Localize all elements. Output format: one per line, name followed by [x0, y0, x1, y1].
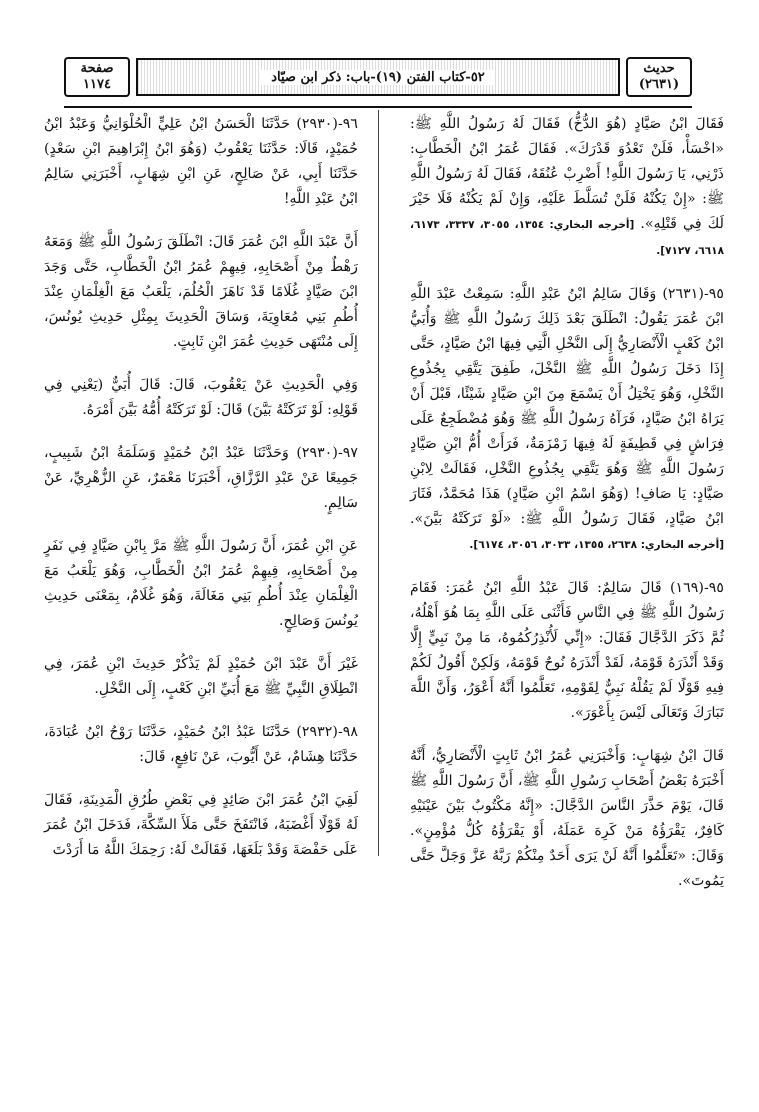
- right-column: [410, 112, 724, 912]
- paragraph: ٩٥-(١٦٩) قَالَ سَالِمٌ: قَالَ عَبْدُ اللَّهِ ابْنُ عُمَرَ: فَقَامَ رَسُولُ اللَّهِ ﷺ فِي النَّاسِ فَأَثْنَى عَلَى اللَّهِ بِمَا هُوَ أَهْلُهُ، ثُمَّ ذَكَرَ الدَّجَّالَ فَقَالَ: «إِنِّي لَأُنْذِرُكُمُوهُ، مَا مِنْ نَبِيٍّ إِلَّا وَقَدْ أَنْذَرَهُ قَوْمَهُ، لَقَدْ أَنْذَرَهُ نُوحٌ قَوْمَهُ، وَلَكِنْ أَقُولُ لَكُمْ فِيهِ قَوْلًا لَمْ يَقُلْهُ نَبِيٌّ لِقَوْمِهِ، تَعَلَّمُوا أَنَّهُ أَعْوَرُ، وَأَنَّ اللَّهَ تَبَارَكَ وَتَعَالَى لَيْسَ بِأَعْوَرَ».: [410, 580, 724, 721]
- paragraph: أَنَّ عَبْدَ اللَّهِ ابْنَ عُمَرَ قَالَ: انْطَلَقَ رَسُولُ اللَّهِ ﷺ وَمَعَهُ رَهْطٌ مِنْ أَصْحَابِهِ، فِيهِمْ عُمَرُ ابْنُ الْخَطَّابِ، حَتَّى وَجَدَ ابْنَ صَيَّادٍ غُلَامًا قَدْ نَاهَزَ الْحُلُمَ، يَلْعَبُ مَعَ الْغِلْمَانِ عِنْدَ أُطُمِ بَنِي مُعَاوِيَةَ، وَسَاقَ الْحَدِيثَ بِمِثْلِ حَدِيثِ يُونُسَ، إِلَى مُنْتَهَى حَدِيثِ عُمَرَ ابْنِ ثَابِتٍ.: [44, 234, 358, 350]
- book-page: [24, 8, 736, 1104]
- header-rule: [64, 106, 692, 108]
- page-number-box: [64, 57, 130, 97]
- paragraph: ٩٥-(٢٦٣١) وَقَالَ سَالِمُ ابْنُ عَبْدِ اللَّهِ: سَمِعْتُ عَبْدَ اللَّهِ ابْنَ عُمَرَ يَقُولُ: انْطَلَقَ بَعْدَ ذَلِكَ رَسُولُ اللَّهِ ﷺ وَأُبَيُّ ابْنُ كَعْبٍ الْأَنْصَارِيُّ إِلَى النَّخْلِ الَّتِي فِيهَا ابْنُ صَيَّادٍ، حَتَّى إِذَا دَخَلَ رَسُولُ اللَّهِ ﷺ النَّخْلَ، طَفِقَ يَتَّقِي بِجُذُوعِ النَّخْلِ، وَهُوَ يَخْتِلُ أَنْ يَسْمَعَ مِنَ ابْنِ صَيَّادٍ شَيْئًا، قَبْلَ أَنْ يَرَاهُ ابْنُ صَيَّادٍ، فَرَآهُ رَسُولُ اللَّهِ ﷺ وَهُوَ مُضْطَجِعٌ عَلَى فِرَاشٍ فِي قَطِيفَةٍ لَهُ فِيهَا زَمْزَمَةٌ، فَرَأَتْ أُمُّ ابْنِ صَيَّادٍ رَسُولَ اللَّهِ ﷺ وَهُوَ يَتَّقِي بِجُذُوعِ النَّخْلِ، فَقَالَتْ لِابْنِ صَيَّادٍ: يَا صَافِ! (وَهُوَ اسْمُ ابْنِ صَيَّادٍ) هَذَا مُحَمَّدٌ، فَثَارَ ابْنُ صَيَّادٍ، فَقَالَ رَسُولُ اللَّهِ ﷺ: «لَوْ تَرَكَتْهُ بَيَّنَ». [أخرجه البخاري: ٢٦٣٨، ١٣٥٥، ٣٠٣٣، ٣٠٥٦، ٦١٧٤].: [410, 286, 724, 551]
- page-number: ١١٧٤: [83, 77, 111, 92]
- paragraph: فَقَالَ ابْنُ صَيَّادٍ (هُوَ الدُّخُّ) فَقَالَ لَهُ رَسُولُ اللَّهِ ﷺ: «اخْسَأْ، فَلَنْ تَعْدُوَ قَدْرَكَ». فَقَالَ عُمَرُ ابْنُ الْخَطَّابِ: ذَرْنِي، يَا رَسُولَ اللَّهِ! أَضْرِبْ عُنُقَهُ، فَقَالَ لَهُ رَسُولُ اللَّهِ ﷺ: «إِنْ يَكُنْهُ فَلَنْ تُسَلَّطَ عَلَيْهِ، وَإِنْ لَمْ يَكُنْهُ فَلَا خَيْرَ لَكَ فِي قَتْلِهِ». [أخرجه البخاري: ١٣٥٤، ٣٠٥٥، ٣٣٣٧، ٦١٧٣، ٦٦١٨، ٧١٢٧].: [410, 116, 724, 257]
- page-label: صفحة: [80, 61, 114, 76]
- paragraph: قَالَ ابْنُ شِهَابٍ: وَأَخْبَرَنِي عُمَرُ ابْنُ ثَابِتٍ الْأَنْصَارِيُّ، أَنَّهُ أَخْبَرَهُ بَعْضُ أَصْحَابِ رَسُولِ اللَّهِ ﷺ، أَنَّ رَسُولَ اللَّهِ ﷺ قَالَ، يَوْمَ حَذَّرَ النَّاسَ الدَّجَّالَ: «إِنَّهُ مَكْتُوبٌ بَيْنَ عَيْنَيْهِ كَافِرٌ، يَقْرَؤُهُ مَنْ كَرِهَ عَمَلَهُ، أَوْ يَقْرَؤُهُ كُلُّ مُؤْمِنٍ». وَقَالَ: «تَعَلَّمُوا أَنَّهُ لَنْ يَرَى أَحَدٌ مِنْكُمْ رَبَّهُ عَزَّ وَجَلَّ حَتَّى يَمُوتَ».: [410, 748, 724, 889]
- paragraph: عَنِ ابْنِ عُمَرَ، أَنَّ رَسُولَ اللَّهِ ﷺ مَرَّ بِابْنِ صَيَّادٍ فِي نَفَرٍ مِنْ أَصْحَابِهِ، فِيهِمْ عُمَرُ ابْنُ الْخَطَّابِ، وَهُوَ يَلْعَبُ مَعَ الْغِلْمَانِ عِنْدَ أُطُمِ بَنِي مَغَالَةَ، وَهُوَ غُلَامٌ، بِمَعْنَى حَدِيثِ يُونُسَ وَصَالِحٍ.: [44, 538, 358, 629]
- hadith-label: حديث: [643, 61, 675, 76]
- reference: [أخرجه البخاري: ١٣٥٤، ٣٠٥٥، ٣٣٣٧، ٦١٧٣، ٦٦١٨، ٧١٢٧].: [410, 219, 724, 257]
- page-header: [64, 53, 692, 101]
- hadith-number: (٢٦٣١): [638, 77, 680, 92]
- column-divider: [378, 110, 379, 856]
- left-column: [44, 112, 358, 881]
- paragraph: لَقِيَ ابْنُ عُمَرَ ابْنَ صَائِدٍ فِي بَعْضِ طُرُقِ الْمَدِينَةِ، فَقَالَ لَهُ قَوْلًا أَغْضَبَهُ، فَانْتَفَخَ حَتَّى مَلَأَ السِّكَّةَ، فَدَخَلَ ابْنُ عُمَرَ عَلَى حَفْصَةَ وَقَدْ بَلَغَهَا، فَقَالَتْ لَهُ: رَحِمَكَ اللَّهُ مَا أَرَدْتَ: [44, 792, 358, 858]
- paragraph: ٩٦-(٢٩٣٠) حَدَّثَنَا الْحَسَنُ ابْنُ عَلِيٍّ الْحُلْوَانِيُّ وَعَبْدُ ابْنُ حُمَيْدٍ، قَالَا: حَدَّثَنَا يَعْقُوبُ (وَهُوَ ابْنُ إِبْرَاهِيمَ ابْنِ سَعْدٍ) حَدَّثَنَا أَبِي، عَنْ صَالِحٍ، عَنِ ابْنِ شِهَابٍ، أَخْبَرَنِي سَالِمُ ابْنُ عَبْدِ اللَّهِ!: [44, 116, 358, 207]
- paragraph: وَفِي الْحَدِيثِ عَنْ يَعْقُوبَ، قَالَ: قَالَ أُبَيٌّ (يَعْنِي فِي قَوْلِهِ: لَوْ تَرَكَتْهُ بَيَّنَ) قَالَ: لَوْ تَرَكَتْهُ أُمُّهُ بَيَّنَ أَمْرَهُ.: [44, 377, 358, 418]
- hadith-number-box: [626, 57, 692, 97]
- paragraph: ٩٨-(٢٩٣٢) حَدَّثَنَا عَبْدُ ابْنُ حُمَيْدٍ، حَدَّثَنَا رَوْحُ ابْنُ عُبَادَةَ، حَدَّثَنَا هِشَامٌ، عَنْ أَيُّوبَ، عَنْ نَافِعٍ، قَالَ:: [44, 724, 358, 765]
- paragraph: ٩٧-(٢٩٣٠) وَحَدَّثَنَا عَبْدُ ابْنُ حُمَيْدٍ وَسَلَمَةُ ابْنُ شَبِيبٍ، جَمِيعًا عَنْ عَبْدِ الرَّزَّاقِ، أَخْبَرَنَا مَعْمَرٌ، عَنِ الزُّهْرِيِّ، عَنْ سَالِمٍ.: [44, 445, 358, 511]
- reference: [أخرجه البخاري: ٢٦٣٨، ١٣٥٥، ٣٠٣٣، ٣٠٥٦، ٦١٧٤].: [469, 539, 724, 551]
- paragraph: غَيْرَ أَنَّ عَبْدَ ابْنَ حُمَيْدٍ لَمْ يَذْكُرْ حَدِيثَ ابْنِ عُمَرَ، فِي انْطِلَاقِ النَّبِيِّ ﷺ مَعَ أُبَيِّ ابْنِ كَعْبٍ، إِلَى النَّخْلِ.: [44, 656, 358, 697]
- chapter-title: ٥٢-كتاب الفتن (١٩)-باب: ذكر ابن صيّاد: [261, 70, 495, 85]
- chapter-title-bar: [136, 58, 620, 96]
